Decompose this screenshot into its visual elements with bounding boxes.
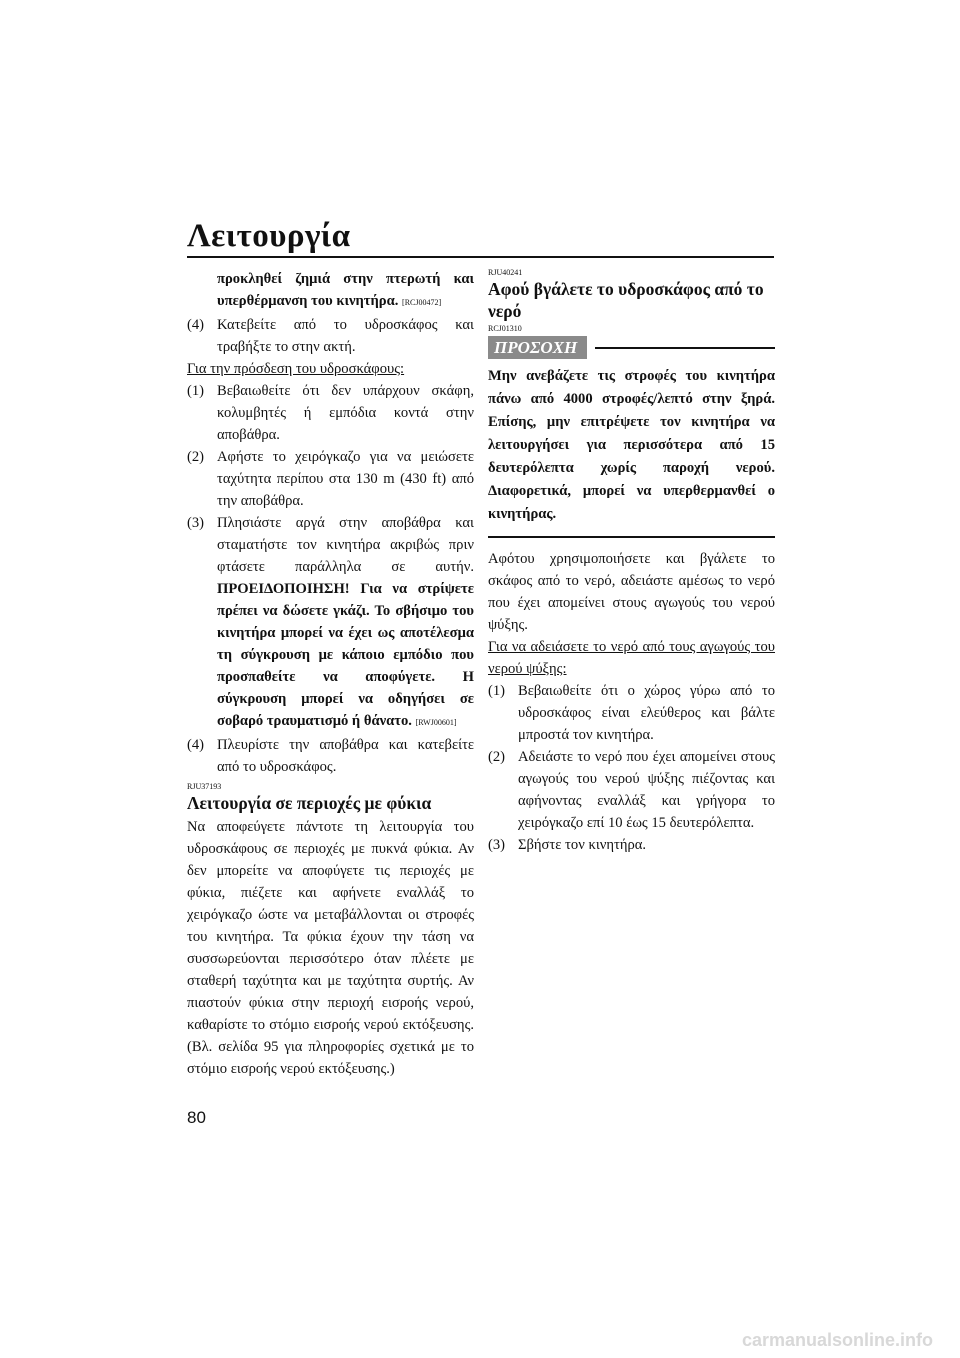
- step-text: Αφήστε το χειρόγκαζο για να μειώσετε ταχύτητα περίπου στα 130 m (430 ft) από την αποβάθρα.: [217, 449, 474, 509]
- step-4: [187, 314, 474, 358]
- seaweed-tag: RJU37193: [187, 782, 222, 791]
- section-heading: Αφού βγάλετε το υδροσκάφος από το νερό: [488, 279, 764, 321]
- step-number: (2): [488, 749, 506, 765]
- step-text: Αδειάστε το νερό που έχει απομείνει στους αγωγούς του νερού ψύξης πιέζοντας και αφήνοντας εναλλάξ και γρήγορα το χειρόγκαζο επί 10 έως 15 δευτερόλεπτα.: [518, 749, 775, 831]
- intro-line-1: προκληθεί ζημιά στην πτερωτή και: [217, 271, 474, 287]
- warning-code: [RWJ00601]: [415, 718, 457, 727]
- drain-step: [488, 680, 775, 746]
- step-number: (4): [187, 317, 205, 333]
- step-number: (1): [187, 383, 205, 399]
- step-text: Βεβαιωθείτε ότι δεν υπάρχουν σκάφη, κολυμβητές ή εμπόδια κοντά στην αποβάθρα.: [217, 383, 474, 443]
- step-text: Βεβαιωθείτε ότι ο χώρος γύρω από το υδροσκάφος είναι ελεύθερος και βάλτε μπροστά τον κινητήρα.: [518, 683, 775, 743]
- page-title: Λειτουργία: [187, 218, 351, 254]
- intro-line-2-text: υπερθέρμανση του κινητήρα.: [217, 293, 399, 309]
- drain-step: [488, 834, 775, 856]
- step-number: (2): [187, 449, 205, 465]
- step-text: Πλευρίστε την αποβάθρα και κατεβείτε από το υδροσκάφος.: [217, 737, 474, 775]
- caution-header: [488, 336, 775, 359]
- section-tag: RJU40241: [488, 268, 523, 277]
- caution-text: Μην ανεβάζετε τις στροφές του κινητήρα πάνω από 4000 στροφές/λεπτό στην ξηρά. Επίσης, μην επιτρέψετε τον κινητήρα να λειτουργήσει για περισσότερα από 15 δευτερόλεπτα χωρίς παροχή νερού. Διαφορετικά, μπορεί να υπερθερμανθεί ο κινητήρας.: [488, 368, 775, 522]
- intro-code: [RCJ00472]: [402, 298, 442, 307]
- seaweed-text: Να αποφεύγετε πάντοτε τη λειτουργία του υδροσκάφους σε περιοχές με πυκνά φύκια. Αν δεν μπορείτε να αποφύγετε τις περιοχές με φύκια, πιέζετε και αφήνετε εναλλάξ το χειρόγκαζο ώστε να μεταβάλλονται οι στροφές του κινητήρα. Τα φύκια έχουν την τάση να συσσωρεύονται περισσότερο όταν πλέετε με σταθερή ταχύτητα και με ταχύτητα συρτής. Αν πιαστούν φύκια στην περιοχή εισροής νερού, καθαρίστε το στόμιο εισροής νερού εκτόξευσης. (Βλ. σελίδα 95 για πληροφορίες σχετικά με το στόμιο εισροής νερού εκτόξευσης.): [187, 819, 474, 1077]
- drain-heading: Για να αδειάσετε το νερό από τους αγωγούς του νερού ψύξης:: [488, 639, 775, 677]
- step-number: (3): [187, 515, 205, 531]
- docking-heading: Για την πρόσδεση του υδροσκάφους:: [187, 361, 405, 377]
- warning-text: ΠΡΟΕΙΔΟΠΟΙΗΣΗ! Για να στρίψετε πρέπει να δώσετε γκάζι. Το σβήσιμο του κινητήρα μπορεί να έχει ως αποτέλεσμα τη σύγκρουση με κάποιο εμπόδιο που προσπαθείτε να αποφύγετε. Η σύγκρουση μπορεί να οδηγήσει σε σοβαρό τραυματισμό ή θάνατο.: [217, 581, 474, 729]
- caution-rule: [595, 347, 775, 349]
- page-number: 80: [187, 1108, 206, 1127]
- caution-end-rule: [488, 536, 775, 538]
- left-column: [187, 268, 474, 1080]
- step-number: (1): [488, 683, 506, 699]
- right-column: [488, 268, 775, 856]
- docking-step: [187, 380, 474, 446]
- caution-tag: RCJ01310: [488, 324, 522, 333]
- docking-step: [187, 446, 474, 512]
- caution-label: ΠΡΟΣΟΧΗ: [488, 336, 587, 359]
- docking-step-4: [187, 734, 474, 778]
- step-number: (4): [187, 737, 205, 753]
- watermark: carmanualsonline.info: [742, 1330, 934, 1350]
- intro-text: Αφότου χρησιμοποιήσετε και βγάλετε το σκάφος από το νερό, αδειάστε αμέσως το νερό που έχει απομείνει στους αγωγούς του νερού ψύξης.: [488, 551, 775, 633]
- title-rule: [187, 256, 774, 258]
- step-text: Κατεβείτε από το υδροσκάφος και τραβήξτε το στην ακτή.: [217, 317, 474, 355]
- drain-step: [488, 746, 775, 834]
- intro-line-2: [187, 290, 474, 314]
- seaweed-heading: Λειτουργία σε περιοχές με φύκια: [187, 793, 432, 813]
- step-text: Σβήστε τον κινητήρα.: [518, 837, 647, 853]
- step-number: (3): [488, 837, 506, 853]
- docking-step-3: [187, 512, 474, 734]
- step-3-body: [217, 512, 474, 734]
- step-text: Πλησιάστε αργά στην αποβάθρα και σταματήστε τον κινητήρα ακριβώς πριν φτάσετε παράλληλα σε αυτήν.: [217, 515, 474, 575]
